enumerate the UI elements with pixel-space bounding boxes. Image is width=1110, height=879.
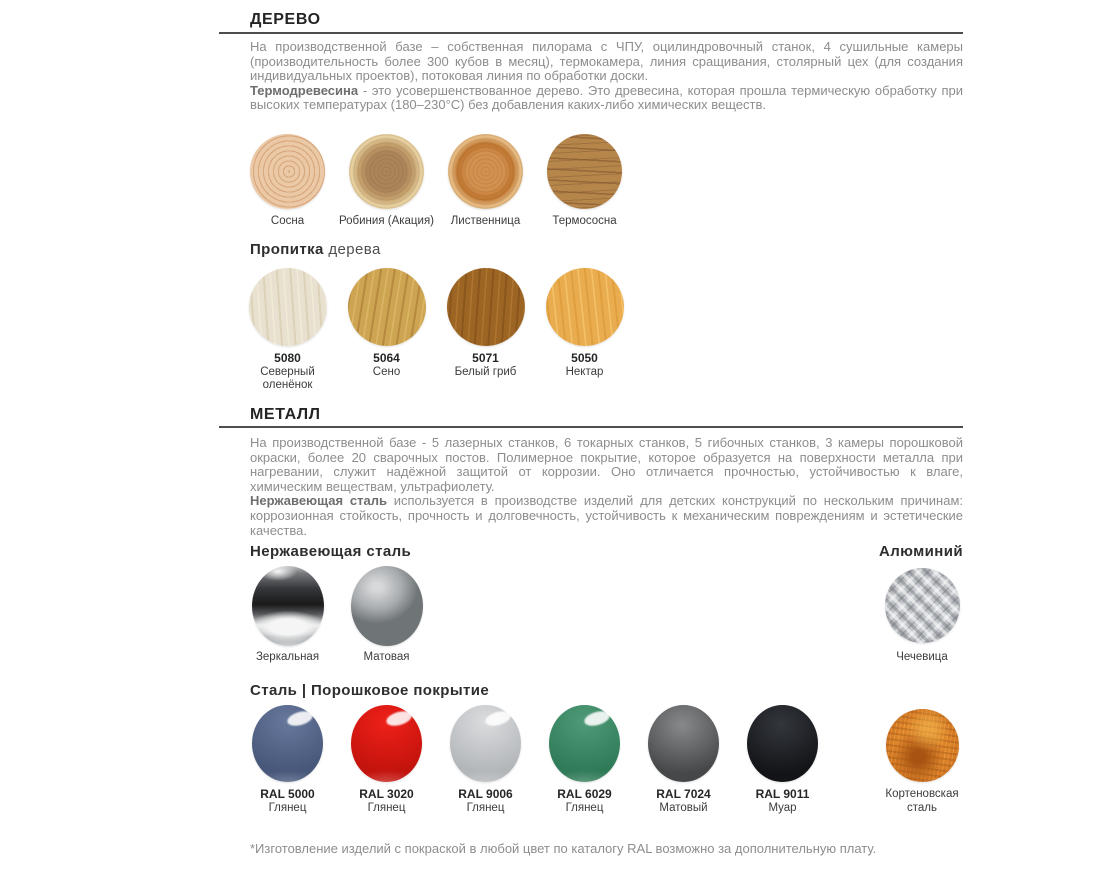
- swatch-label-corten: Кортеновская сталь: [885, 788, 959, 814]
- swatch-label-ral-9011: RAL 9011 Муар: [755, 787, 810, 814]
- swatch-ral-9006: [436, 705, 535, 815]
- swatch-chechevitsa: [862, 566, 982, 665]
- ral-footnote: *Изготовление изделий с покраской в любой цвет по каталогу RAL возможно за дополнительную плату.: [250, 841, 877, 856]
- metal-lead-term: Нержавеющая сталь: [250, 493, 387, 509]
- wood-paragraph-2: - это усовершенствованное дерево. Это древесина, которая прошла термическую обработку при высоких температурах (180–230°C) без добавления каких-либо химических веществ.: [250, 82, 963, 113]
- robinia-circle: [349, 134, 424, 209]
- swatch-label-5080: 5080 Северный оленёнок: [260, 351, 315, 391]
- swatch-label-robinia: Робиния (Акация): [338, 215, 434, 227]
- ral-6029-circle: [549, 705, 620, 782]
- swatch-ral-9011: [733, 705, 832, 815]
- 5080-circle: [249, 268, 327, 346]
- powder-coating-swatch-row: [238, 705, 982, 815]
- swatch-label-zerkalnaya: Зеркальная: [255, 651, 320, 663]
- swatch-label-ral-5000: RAL 5000 Глянец: [260, 787, 315, 814]
- swatch-label-5050: 5050 Нектар: [565, 351, 604, 378]
- wood-section-divider: [219, 32, 963, 34]
- stainless-swatch-row: [238, 566, 982, 665]
- metal-section-title: МЕТАЛЛ: [250, 406, 321, 423]
- swatch-label-matovaya: Матовая: [363, 651, 410, 663]
- zerkalnaya-circle: [252, 566, 324, 646]
- swatch-ral-6029: [535, 705, 634, 815]
- termososna-circle: [547, 134, 622, 209]
- matovaya-circle: [351, 566, 423, 646]
- swatch-zerkalnaya: [238, 566, 337, 665]
- ral-7024-circle: [648, 705, 719, 782]
- swatch-5080: [238, 268, 337, 393]
- metal-paragraph-1: На производственной базе - 5 лазерных станков, 6 токарных станков, 5 гибочных станков, 3 камеры порошковой окраски, более 20 сварочных постов. Полимерное покрытие, которое образуется на поверхности металла при нагревании, служит надёжной защитой от коррозии. Оно отличается прочностью, устойчивостью к влаге, химическим веществам, ультрафиолету.: [250, 435, 963, 494]
- swatch-5050: [535, 268, 634, 379]
- swatch-label-5064: 5064 Сено: [372, 351, 401, 378]
- swatch-corten: [862, 705, 982, 815]
- ral-9006-circle: [450, 705, 521, 782]
- swatch-label-5071: 5071 Белый гриб: [454, 351, 517, 378]
- swatch-label-sosna: Сосна: [270, 215, 305, 227]
- swatch-5071: [436, 268, 535, 379]
- 5064-circle: [348, 268, 426, 346]
- impregnation-subheading: [250, 241, 381, 258]
- wood-section-title: ДЕРЕВО: [250, 11, 321, 28]
- wood-section-paragraph: [250, 40, 963, 113]
- swatch-listvennica: [436, 134, 535, 229]
- listvennica-circle: [448, 134, 523, 209]
- wood-paragraph-1: На производственной базе – собственная пилорама с ЧПУ, оцилиндровочный станок, 4 сушильные камеры (производительность более 300 кубов в месяц), термокамера, линия сращивания, столярный цех (для создания индивидуальных проектов), потоковая линия по обработки доски.: [250, 39, 963, 84]
- impregnation-subheading-light: дерева: [323, 241, 381, 258]
- metal-paragraph-2: используется в производстве изделий для детских конструкций по нескольким причинам: коррозионная стойкость, прочность и долговечность, устойчивость к механическим повреждениям и эстетические качества.: [250, 493, 964, 538]
- metal-section-paragraph: [250, 436, 963, 538]
- swatch-label-ral-3020: RAL 3020 Глянец: [359, 787, 414, 814]
- aluminum-subheading: Алюминий: [879, 543, 963, 560]
- swatch-5064: [337, 268, 436, 379]
- chechevitsa-circle: [885, 568, 960, 643]
- swatch-label-chechevitsa: Чечевица: [896, 651, 948, 663]
- impregnation-swatch-row: [238, 268, 982, 393]
- swatch-label-listvennica: Лиственница: [450, 215, 521, 227]
- 5071-circle: [447, 268, 525, 346]
- corten-circle: [886, 709, 959, 782]
- gloss-highlight: [483, 709, 512, 729]
- wood-types-swatch-row: [238, 134, 982, 229]
- gloss-highlight: [285, 709, 314, 729]
- stainless-subheading: Нержавеющая сталь: [250, 543, 412, 560]
- ral-3020-circle: [351, 705, 422, 782]
- gloss-highlight: [384, 709, 413, 729]
- metal-section-divider: [219, 426, 963, 428]
- swatch-termososna: [535, 134, 634, 229]
- swatch-robinia: [337, 134, 436, 229]
- powder-coating-subheading: Сталь | Порошковое покрытие: [250, 682, 490, 699]
- swatch-ral-7024: [634, 705, 733, 815]
- swatch-label-ral-6029: RAL 6029 Глянец: [557, 787, 612, 814]
- ral-5000-circle: [252, 705, 323, 782]
- ral-9011-circle: [747, 705, 818, 782]
- swatch-matovaya: [337, 566, 436, 665]
- 5050-circle: [546, 268, 624, 346]
- swatch-ral-5000: [238, 705, 337, 815]
- swatch-sosna: [238, 134, 337, 229]
- impregnation-subheading-strong: Пропитка: [250, 241, 324, 258]
- swatch-label-termososna: Термососна: [552, 215, 617, 227]
- swatch-ral-3020: [337, 705, 436, 815]
- swatch-label-ral-7024: RAL 7024 Матовый: [656, 787, 711, 814]
- swatch-label-ral-9006: RAL 9006 Глянец: [458, 787, 513, 814]
- sosna-circle: [250, 134, 325, 209]
- wood-lead-term: Термодревесина: [250, 82, 359, 98]
- gloss-highlight: [582, 709, 611, 729]
